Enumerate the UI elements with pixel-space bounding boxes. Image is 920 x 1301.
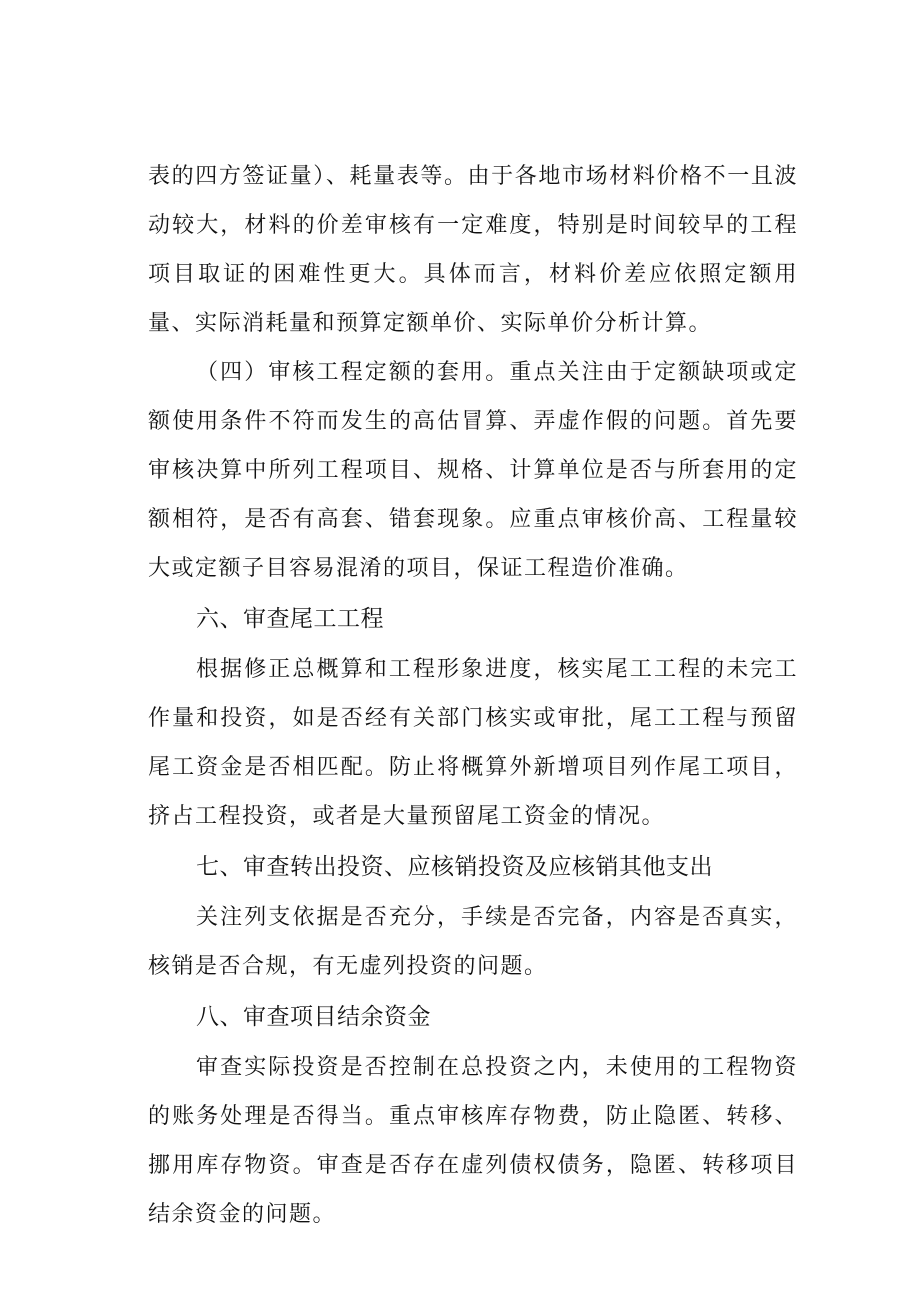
paragraph-surplus-funds: 审查实际投资是否控制在总投资之内，未使用的工程物资的账务处理是否得当。重点审核库存物费，防止隐匿、转移、挪用库存物资。审查是否存在虚列债权债务，隐匿、转移项目结余资金的问题。 xyxy=(148,1055,798,1227)
section-heading-6: 六、审查尾工工程 xyxy=(196,606,384,632)
paragraph-write-off: 关注列支依据是否充分，手续是否完备，内容是否真实，核销是否合规，有无虚列投资的问题。 xyxy=(148,905,798,979)
paragraph-remaining-work: 根据修正总概算和工程形象进度，核实尾工工程的未完工作量和投资，如是否经有关部门核实或审批，尾工工程与预留尾工资金是否相匹配。防止将概算外新增项目列作尾工项目，挤占工程投资，或者是大量预留尾工资金的情况。 xyxy=(148,657,798,829)
document-body xyxy=(148,152,798,1239)
paragraph-quota-review: （四）审核工程定额的套用。重点关注由于定额缺项或定额使用条件不符而发生的高估冒算、弄虚作假的问题。首先要审核决算中所列工程项目、规格、计算单位是否与所套用的定额相符，是否有高套、错套现象。应重点审核价高、工程量较大或定额子目容易混淆的项目，保证工程造价准确。 xyxy=(148,360,798,581)
section-heading-7: 七、审查转出投资、应核销投资及应核销其他支出 xyxy=(196,854,713,880)
paragraph-material-price: 表的四方签证量）、耗量表等。由于各地市场材料价格不一且波动较大，材料的价差审核有一定难度，特别是时间较早的工程项目取证的困难性更大。具体而言，材料价差应依照定额用量、实际消耗量和预算定额单价、实际单价分析计算。 xyxy=(148,164,798,336)
section-heading-8: 八、审查项目结余资金 xyxy=(196,1004,431,1030)
